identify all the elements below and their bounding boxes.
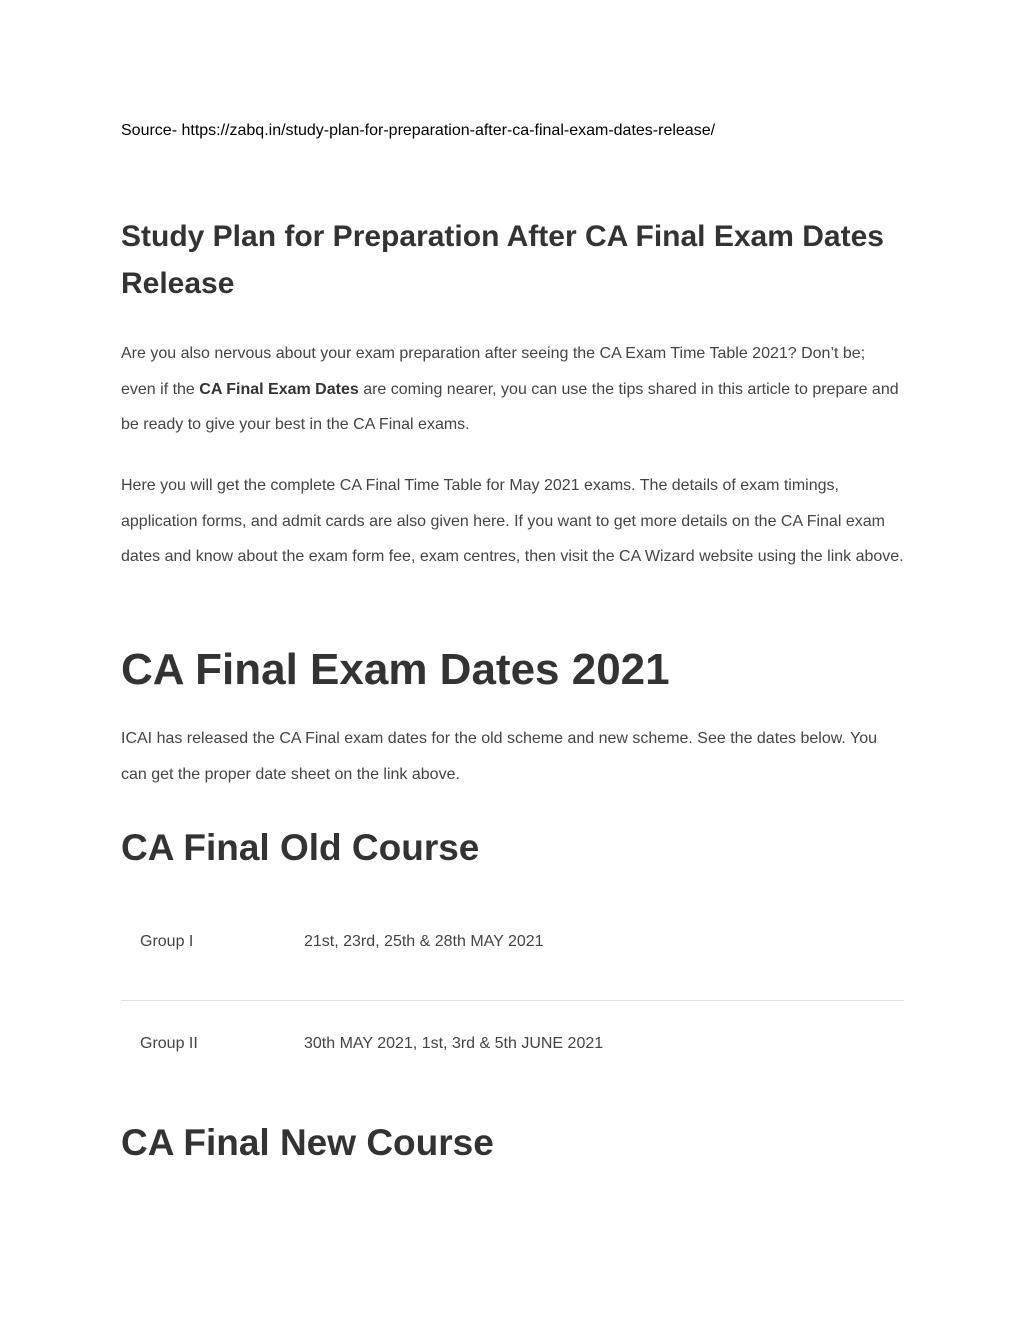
row-divider (121, 1000, 904, 1001)
intro-text-before: Are you also nervous about your exam preparation after seeing the CA Exam Time Table 2021? Don’t be; even if the (121, 345, 866, 398)
icai-paragraph: ICAI has released the CA Final exam dates for the old scheme and new scheme. See the dates below. You can get the proper date sheet on the link above. (121, 730, 878, 783)
section-heading-exam-dates: CA Final Exam Dates 2021 (121, 645, 670, 694)
group-cell: Group II (140, 1035, 198, 1052)
dates-cell: 30th MAY 2021, 1st, 3rd & 5th JUNE 2021 (304, 1035, 604, 1052)
dates-cell: 21st, 23rd, 25th & 28th MAY 2021 (304, 933, 544, 950)
page-title: Study Plan for Preparation After CA Final Exam Dates Release (121, 220, 884, 300)
intro-text-after: are coming nearer, you can use the tips shared in this article to prepare and be ready to give your best in the CA Final exams. (121, 380, 899, 434)
source-line: Source- https://zabq.in/study-plan-for-preparation-after-ca-final-exam-dates-release/ (121, 122, 716, 139)
intro-bold-phrase: CA Final Exam Dates (199, 380, 359, 398)
table-row (121, 932, 904, 952)
section-heading-old-course: CA Final Old Course (121, 827, 480, 868)
details-paragraph: Here you will get the complete CA Final Time Table for May 2021 exams. The details of exam timings, application forms, and admit cards are also given here. If you want to get more details on the CA Final exam dates and know about the exam form fee, exam centres, then visit the CA Wizard website using the link above. (121, 477, 904, 566)
group-cell: Group I (140, 933, 194, 950)
intro-paragraph (121, 336, 904, 443)
table-row (121, 1034, 904, 1054)
section-heading-new-course: CA Final New Course (121, 1122, 494, 1163)
